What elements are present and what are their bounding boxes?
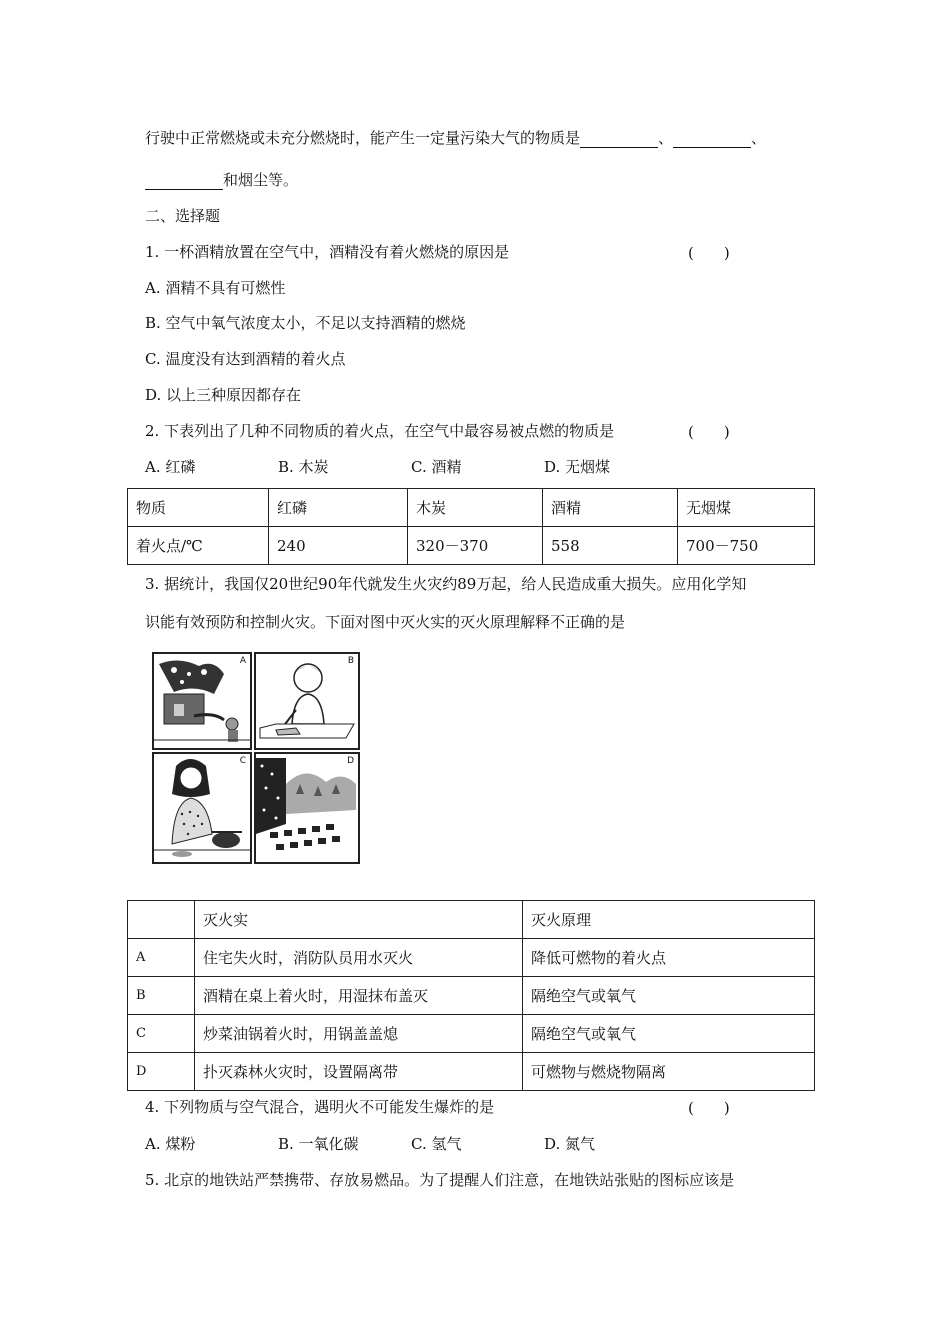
panel-a-house-fire <box>152 652 252 750</box>
table-cell: 558 <box>543 527 678 565</box>
q2-options <box>145 457 610 477</box>
section-title: 二、选择题 <box>145 207 221 225</box>
q2-answer-paren[interactable]: ( ) <box>688 423 730 441</box>
fire-extinguishing-illustration <box>150 650 360 866</box>
table-cell: D <box>128 1053 195 1091</box>
table-row <box>128 939 815 977</box>
table-cell: 700－750 <box>678 527 815 565</box>
q1-option-b: B. 空气中氧气浓度太小，不足以支持酒精的燃烧 <box>145 314 466 332</box>
table-cell: A <box>128 939 195 977</box>
table-cell <box>128 901 195 939</box>
table-cell: 炒菜油锅着火时，用锅盖盖熄 <box>195 1015 523 1053</box>
table-cell: 扑灭森林火灾时，设置隔离带 <box>195 1053 523 1091</box>
table-cell: 320－370 <box>408 527 543 565</box>
q4-option-c: C. 氢气 <box>411 1135 462 1153</box>
forest-firebreak-drawing <box>256 754 358 862</box>
table-cell: 隔绝空气或氧气 <box>523 977 815 1015</box>
q1-option-a: A. 酒精不具有可燃性 <box>145 279 286 297</box>
q2-stem: 2. 下表列出了几种不同物质的着火点，在空气中最容易被点燃的物质是 <box>145 422 615 440</box>
table-cell: 红磷 <box>269 489 408 527</box>
q4-options <box>145 1134 595 1154</box>
answer-blank-2[interactable] <box>673 131 751 148</box>
table-cell: 灭火实 <box>195 901 523 939</box>
q3-stem-line-1: 3. 据统计，我国仅20世纪90年代就发生火灾约89万起，给人民造成重大损失。应用化学知 <box>145 575 747 593</box>
house-fire-drawing <box>154 654 250 748</box>
table-cell: 可燃物与燃烧物隔离 <box>523 1053 815 1091</box>
extinguishing-principle-table <box>127 900 815 1091</box>
woman-cooking-drawing <box>154 754 250 862</box>
q4-option-b: B. 一氧化碳 <box>278 1135 359 1153</box>
answer-blank-1[interactable] <box>580 131 658 148</box>
q4-option-d: D. 氮气 <box>544 1135 596 1153</box>
table-cell: 着火点/℃ <box>128 527 269 565</box>
panel-d-forest-fire <box>254 752 360 864</box>
q4-option-a: A. 煤粉 <box>145 1135 196 1153</box>
table-header-row <box>128 489 815 527</box>
fill-in-line-1 <box>145 128 766 148</box>
table-row <box>128 1015 815 1053</box>
fill-in-text: 行驶中正常燃烧或未充分燃烧时，能产生一定量污染大气的物质是 <box>145 129 581 147</box>
q2-option-b: B. 木炭 <box>278 458 329 476</box>
table-cell: 无烟煤 <box>678 489 815 527</box>
panel-label: A <box>239 656 246 666</box>
separator-2: 、 <box>751 129 767 147</box>
panel-label: D <box>347 756 354 766</box>
fill-in-line-2 <box>145 170 298 190</box>
separator-1: 、 <box>658 129 674 147</box>
table-cell: C <box>128 1015 195 1053</box>
table-row <box>128 977 815 1015</box>
table-cell: 隔绝空气或氧气 <box>523 1015 815 1053</box>
q1-option-d: D. 以上三种原因都存在 <box>145 386 302 404</box>
table-cell: 酒精在桌上着火时，用湿抹布盖灭 <box>195 977 523 1015</box>
table-cell: B <box>128 977 195 1015</box>
q4-answer-paren[interactable]: ( ) <box>688 1099 730 1117</box>
table-row <box>128 1053 815 1091</box>
panel-c-oil-pan-fire <box>152 752 252 864</box>
ignition-point-table <box>127 488 815 565</box>
q2-option-d: D. 无烟煤 <box>544 458 611 476</box>
table-cell: 240 <box>269 527 408 565</box>
table-cell: 灭火原理 <box>523 901 815 939</box>
answer-blank-3[interactable] <box>145 173 223 190</box>
table-cell: 降低可燃物的着火点 <box>523 939 815 977</box>
q4-stem: 4. 下列物质与空气混合，遇明火不可能发生爆炸的是 <box>145 1098 495 1116</box>
q3-stem-line-2: 识能有效预防和控制火灾。下面对图中灭火实的灭火原理解释不正确的是 <box>145 613 626 631</box>
table-cell: 酒精 <box>543 489 678 527</box>
q1-answer-paren[interactable]: ( ) <box>688 244 730 262</box>
table-cell: 住宅失火时，消防队员用水灭火 <box>195 939 523 977</box>
q2-option-a: A. 红磷 <box>145 458 196 476</box>
q5-stem: 5. 北京的地铁站严禁携带、存放易燃品。为了提醒人们注意，在地铁站张贴的图标应该是 <box>145 1171 735 1189</box>
table-cell: 物质 <box>128 489 269 527</box>
q1-option-c: C. 温度没有达到酒精的着火点 <box>145 350 346 368</box>
q1-stem: 1. 一杯酒精放置在空气中，酒精没有着火燃烧的原因是 <box>145 243 510 261</box>
boy-at-table-drawing <box>256 654 358 748</box>
panel-label: C <box>239 756 246 766</box>
q2-option-c: C. 酒精 <box>411 458 462 476</box>
table-row <box>128 527 815 565</box>
fill-in-tail: 和烟尘等。 <box>223 171 299 189</box>
panel-label: B <box>347 656 354 666</box>
panel-b-table-fire <box>254 652 360 750</box>
table-header-row <box>128 901 815 939</box>
table-cell: 木炭 <box>408 489 543 527</box>
